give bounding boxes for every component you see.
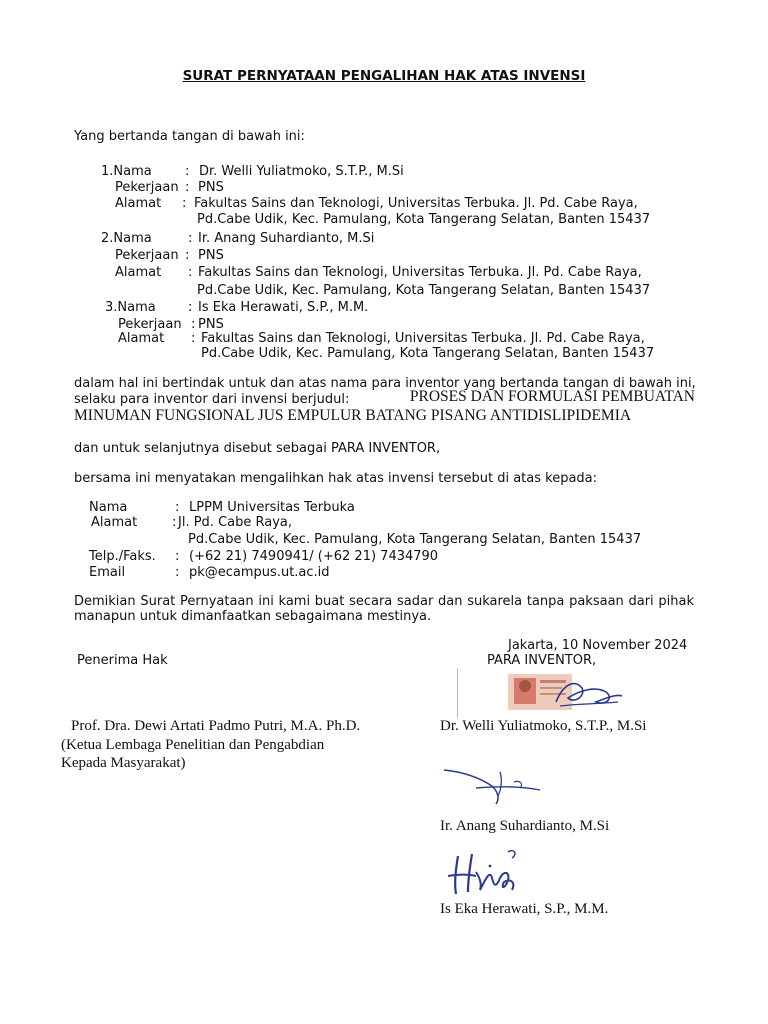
signer-1-name: Dr. Welli Yuliatmoko, S.T.P., M.Si — [440, 718, 647, 734]
receiver-role-line-2: Kepada Masyarakat) — [61, 755, 186, 771]
receiver-name: Prof. Dra. Dewi Artati Padmo Putri, M.A. Ph.D. — [71, 718, 361, 734]
inventor-2-address-line-1: Fakultas Sains dan Teknologi, Universitas Terbuka. Jl. Pd. Cabe Raya, — [198, 265, 642, 280]
colon: : — [175, 500, 180, 515]
recipient-address-label: Alamat — [91, 515, 138, 530]
colon: : — [191, 331, 196, 346]
colon: : — [185, 248, 190, 263]
inventor-3-address-line-2: Pd.Cabe Udik, Kec. Pamulang, Kota Tangerang Selatan, Banten 15437 — [201, 346, 655, 361]
inventor-3-job-label: Pekerjaan — [118, 317, 182, 332]
inventor-2-address-label: Alamat — [115, 265, 162, 280]
statement-line-2: selaku para inventor dari invensi berjudul: — [74, 392, 350, 407]
inventor-3-job: PNS — [198, 317, 224, 332]
colon: : — [188, 231, 193, 246]
inventor-2-name-label: 2.Nama — [101, 231, 152, 246]
recipient-email-label: Email — [89, 565, 126, 580]
inventor-3-address-line-1: Fakultas Sains dan Teknologi, Universitas Terbuka. Jl. Pd. Cabe Raya, — [201, 331, 645, 346]
intro-text: Yang bertanda tangan di bawah ini: — [74, 129, 305, 144]
place-date: Jakarta, 10 November 2024 — [508, 638, 688, 653]
inventor-1-address-line-1: Fakultas Sains dan Teknologi, Universitas Terbuka. Jl. Pd. Cabe Raya, — [194, 196, 638, 211]
receiver-label: Penerima Hak — [77, 653, 168, 668]
colon: : — [188, 265, 193, 280]
colon: : — [182, 196, 187, 211]
closing-line-1: Demikian Surat Pernyataan ini kami buat secara sadar dan sukarela tanpa paksaan dari pihak — [74, 594, 694, 609]
signer-2-name: Ir. Anang Suhardianto, M.Si — [440, 818, 610, 834]
inventor-2-job: PNS — [198, 248, 224, 263]
colon: : — [175, 565, 180, 580]
recipient-name: LPPM Universitas Terbuka — [189, 500, 355, 515]
recipient-address-line-2: Pd.Cabe Udik, Kec. Pamulang, Kota Tangerang Selatan, Banten 15437 — [188, 532, 642, 547]
inventor-1-name: Dr. Welli Yuliatmoko, S.T.P., M.Si — [199, 164, 404, 179]
stamp-seal-icon — [456, 668, 626, 720]
invention-title-line-2: MINUMAN FUNGSIONAL JUS EMPULUR BATANG PISANG ANTIDISLIPIDEMIA — [74, 407, 632, 424]
colon: : — [185, 180, 190, 195]
colon: : — [172, 515, 177, 530]
inventor-2-job-label: Pekerjaan — [115, 248, 179, 263]
recipient-name-label: Nama — [89, 500, 128, 515]
inventor-3-name-label: 3.Nama — [105, 300, 156, 315]
signer-3-name: Is Eka Herawati, S.P., M.M. — [440, 901, 609, 917]
colon: : — [191, 317, 196, 332]
signature-3-icon — [446, 848, 526, 900]
inventor-1-name-label: 1.Nama — [101, 164, 152, 179]
signature-2-icon — [440, 764, 550, 810]
colon: : — [175, 549, 180, 564]
recipient-phone: (+62 21) 7490941/ (+62 21) 7434790 — [189, 549, 439, 564]
inventors-label: PARA INVENTOR, — [487, 653, 597, 668]
inventor-2-name: Ir. Anang Suhardianto, M.Si — [198, 231, 375, 246]
inventor-1-address-label: Alamat — [115, 196, 162, 211]
transfer-line: bersama ini menyatakan mengalihkan hak atas invensi tersebut di atas kepada: — [74, 471, 598, 486]
para-inventor-line: dan untuk selanjutnya disebut sebagai PARA INVENTOR, — [74, 441, 441, 456]
invention-title-line-1: PROSES DAN FORMULASI PEMBUATAN — [409, 388, 695, 405]
colon: : — [185, 164, 190, 179]
recipient-phone-label: Telp./Faks. — [89, 549, 156, 564]
inventor-3-name: Is Eka Herawati, S.P., M.M. — [198, 300, 369, 315]
inventor-1-address-line-2: Pd.Cabe Udik, Kec. Pamulang, Kota Tangerang Selatan, Banten 15437 — [197, 212, 651, 227]
inventor-3-address-label: Alamat — [118, 331, 165, 346]
colon: : — [188, 300, 193, 315]
statement-line-1: dalam hal ini bertindak untuk dan atas nama para inventor yang bertanda tangan di bawah ini, — [74, 376, 696, 391]
closing-line-2: manapun untuk dimanfaatkan sebagaimana mestinya. — [74, 609, 432, 624]
inventor-1-job-label: Pekerjaan — [115, 180, 179, 195]
receiver-role-line-1: (Ketua Lembaga Penelitian dan Pengabdian — [61, 737, 325, 753]
document-title: SURAT PERNYATAAN PENGALIHAN HAK ATAS INVENSI — [182, 68, 586, 84]
recipient-email: pk@ecampus.ut.ac.id — [189, 565, 330, 580]
recipient-address-line-1: Jl. Pd. Cabe Raya, — [178, 515, 292, 530]
inventor-1-job: PNS — [198, 180, 224, 195]
inventor-2-address-line-2: Pd.Cabe Udik, Kec. Pamulang, Kota Tangerang Selatan, Banten 15437 — [197, 283, 651, 298]
